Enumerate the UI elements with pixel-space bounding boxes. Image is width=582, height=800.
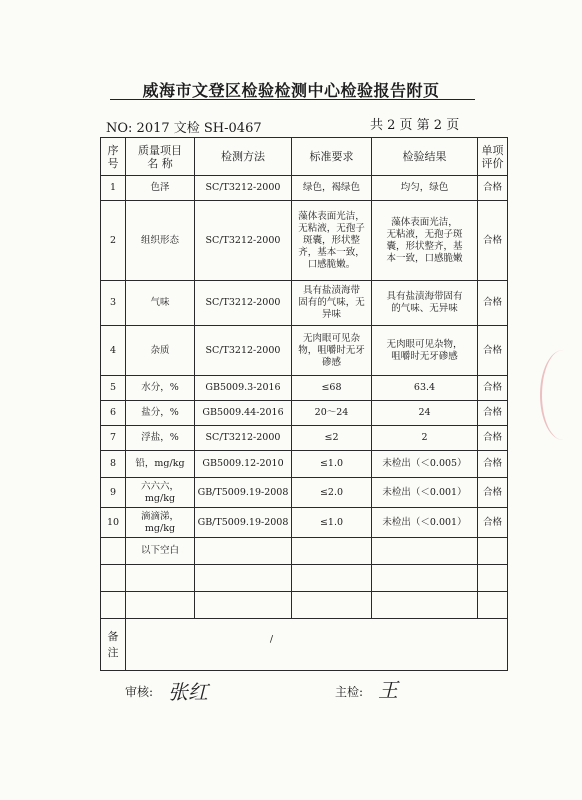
red-stamp-mark: [540, 350, 582, 440]
row-result: 63.4: [372, 376, 478, 401]
row-no: 5: [101, 376, 126, 401]
table-row: [101, 451, 508, 478]
table-row: [101, 508, 508, 538]
row-verdict: 合格: [478, 176, 508, 201]
row-verdict: 合格: [478, 426, 508, 451]
reviewer-signature: 张红: [168, 680, 208, 704]
row-result: 未检出（＜0.001）: [372, 508, 478, 538]
table-row-blank-note: [101, 538, 508, 565]
row-method: SC/T3212-2000: [195, 176, 292, 201]
row-result: 2: [372, 426, 478, 451]
row-no: 4: [101, 326, 126, 376]
row-verdict: 合格: [478, 478, 508, 508]
row-method: SC/T3212-2000: [195, 426, 292, 451]
row-no: 8: [101, 451, 126, 478]
row-method: SC/T3212-2000: [195, 201, 292, 281]
inspector-label: 主检:: [335, 685, 364, 699]
row-result: 24: [372, 401, 478, 426]
row-item: 组织形态: [126, 201, 195, 281]
row-standard: ≤2.0: [292, 478, 372, 508]
row-no: 2: [101, 201, 126, 281]
row-method: GB5009.12-2010: [195, 451, 292, 478]
below-blank-note: 以下空白: [126, 538, 195, 565]
row-result: 具有盐渍海带固有 的气味、无异味: [372, 281, 478, 326]
reviewer-label: 审核:: [125, 685, 154, 699]
table-row: [101, 376, 508, 401]
table-row: [101, 426, 508, 451]
row-standard: 无肉眼可见杂 物，咀嚼时无牙 碜感: [292, 326, 372, 376]
header-item: 质量项目 名 称: [126, 138, 195, 176]
row-item: 浮盐，%: [126, 426, 195, 451]
row-method: GB5009.3-2016: [195, 376, 292, 401]
row-no: 7: [101, 426, 126, 451]
row-method: GB/T5009.19-2008: [195, 478, 292, 508]
row-result: 未检出（＜0.005）: [372, 451, 478, 478]
row-result: 均匀，绿色: [372, 176, 478, 201]
row-method: GB/T5009.19-2008: [195, 508, 292, 538]
table-header-row: [101, 138, 508, 176]
row-standard: ≤1.0: [292, 508, 372, 538]
row-item: 色泽: [126, 176, 195, 201]
row-item: 气味: [126, 281, 195, 326]
row-standard: ≤68: [292, 376, 372, 401]
header-result: 检验结果: [372, 138, 478, 176]
table-row: [101, 401, 508, 426]
row-verdict: 合格: [478, 508, 508, 538]
row-standard: 绿色，褐绿色: [292, 176, 372, 201]
row-result: 未检出（＜0.001）: [372, 478, 478, 508]
header-verdict: 单项 评价: [478, 138, 508, 176]
header-standard: 标准要求: [292, 138, 372, 176]
row-verdict: 合格: [478, 201, 508, 281]
row-method: SC/T3212-2000: [195, 326, 292, 376]
row-no: 9: [101, 478, 126, 508]
inspector-signature: 王: [378, 678, 398, 702]
row-no: [101, 538, 126, 565]
row-verdict: 合格: [478, 376, 508, 401]
row-result: 藻体表面光洁， 无粘液，无孢子斑 囊，形状整齐，基 本一致，口感脆嫩: [372, 201, 478, 281]
reviewer-signature-line: [125, 683, 153, 700]
row-no: 6: [101, 401, 126, 426]
row-verdict: 合格: [478, 451, 508, 478]
row-item: 滴滴涕， mg/kg: [126, 508, 195, 538]
report-title: 威海市文登区检验检测中心检验报告附页: [142, 81, 440, 100]
row-item: 六六六， mg/kg: [126, 478, 195, 508]
table-row: [101, 478, 508, 508]
row-standard: ≤2: [292, 426, 372, 451]
row-no: 1: [101, 176, 126, 201]
row-method: SC/T3212-2000: [195, 281, 292, 326]
document-number: NO: 2017 文检 SH-0467: [106, 121, 262, 136]
row-standard: 20～24: [292, 401, 372, 426]
table-row: [101, 326, 508, 376]
row-no: 3: [101, 281, 126, 326]
inspection-table: [100, 137, 508, 671]
remarks-label: 备 注: [101, 619, 126, 671]
row-item: 铅，mg/kg: [126, 451, 195, 478]
row-no: 10: [101, 508, 126, 538]
remarks-value: [126, 619, 508, 671]
row-item: 水分，%: [126, 376, 195, 401]
inspector-signature-line: [335, 683, 363, 700]
row-verdict: 合格: [478, 401, 508, 426]
table-row: [101, 201, 508, 281]
remarks-text: /: [269, 633, 274, 645]
table-row: [101, 176, 508, 201]
row-verdict: 合格: [478, 326, 508, 376]
remarks-row: [101, 619, 508, 671]
title-underline: [110, 99, 475, 100]
table-row-empty: [101, 592, 508, 619]
row-standard: ≤1.0: [292, 451, 372, 478]
row-verdict: 合格: [478, 281, 508, 326]
row-result: 无肉眼可见杂物， 咀嚼时无牙碜感: [372, 326, 478, 376]
header-seq: 序号: [101, 138, 126, 176]
table-row-empty: [101, 565, 508, 592]
page-info: 共 2 页 第 2 页: [370, 118, 460, 133]
row-standard: 藻体表面光洁， 无粘液，无孢子 斑囊，形状整 齐，基本一致， 口感脆嫩。: [292, 201, 372, 281]
row-standard: 具有盐渍海带 固有的气味，无 异味: [292, 281, 372, 326]
row-item: 杂质: [126, 326, 195, 376]
header-method: 检测方法: [195, 138, 292, 176]
row-method: GB5009.44-2016: [195, 401, 292, 426]
table-row: [101, 281, 508, 326]
row-item: 盐分，%: [126, 401, 195, 426]
